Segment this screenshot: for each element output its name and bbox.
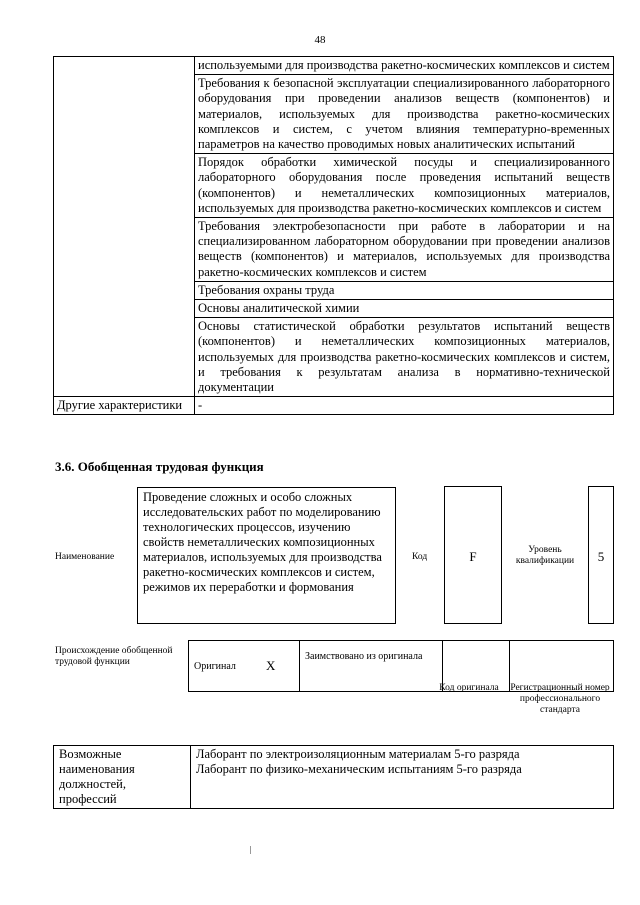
- requirement-cell: используемыми для производства ракетно-космических комплексов и систем: [195, 57, 614, 75]
- code-value: F: [469, 549, 477, 564]
- requirement-cell: Основы аналитической химии: [195, 300, 614, 318]
- table-row: [54, 57, 614, 75]
- table-row: [54, 746, 614, 809]
- section-title: 3.6. Обобщенная трудовая функция: [55, 459, 264, 474]
- other-characteristics-label: Другие характеристики: [54, 397, 195, 415]
- knowledge-table: [53, 56, 614, 415]
- requirement-cell: Основы статистической обработки результатов испытаний веществ (компонентов) и неметаллических композиционных материалов, используемых для производства ракетно-космических комплексов и систем, и требования к результатам анализа в нормативно-технической документации: [195, 318, 614, 397]
- code-caption: Код оригинала: [439, 683, 499, 693]
- other-characteristics-value: -: [195, 397, 614, 415]
- original-mark: X: [261, 641, 300, 692]
- code-label: Код: [412, 552, 428, 562]
- level-value-box: [588, 486, 614, 624]
- scan-mark: [250, 846, 252, 854]
- positions-label: Возможные наименования должностей, профессий: [54, 746, 191, 809]
- borrowed-label: Заимствовано из оригинала: [300, 641, 443, 692]
- requirement-cell: Требования электробезопасности при работе в лаборатории и на специализированном лабораторном оборудовании при проведении анализов веществ (компонентов) и материалов, используемых для производства ракетно-космических комплексов и систем: [195, 218, 614, 282]
- original-label: Оригинал: [189, 641, 262, 692]
- origin-label: Происхождение обобщенной трудовой функции: [55, 646, 173, 667]
- requirement-cell: Требования охраны труда: [195, 281, 614, 299]
- level-value: 5: [597, 549, 605, 564]
- positions-table: [53, 745, 614, 809]
- page-number: 48: [314, 34, 326, 46]
- requirement-cell: Требования к безопасной эксплуатации специализированного лабораторного оборудования при проведении анализов веществ (компонентов) и материалов, используемых для производства ракетно-космических комплексов и систем, с учетом влияния температурно-временных параметров на качество проводимых новых аналитических испытаний: [195, 75, 614, 154]
- name-label: Наименование: [55, 552, 115, 562]
- positions-values: [191, 746, 614, 809]
- code-value-box: [444, 486, 502, 624]
- position-item: Лаборант по физико-механическим испытаниям 5-го разряда: [196, 762, 522, 776]
- table-row: [54, 397, 614, 415]
- level-label: Уровень квалификации: [515, 545, 575, 566]
- requirement-cell: Порядок обработки химической посуды и специализированного лабораторного оборудования после проведения испытаний веществ (компонентов) и неметаллических композиционных материалов, используемых для производства ракетно-космических комплексов и систем: [195, 154, 614, 218]
- name-value-box: Проведение сложных и особо сложных исследовательских работ по моделированию технологических процессов, изучению свойств неметаллических композиционных материалов, используемых для производства ракетно-космических комплексов и систем, режимов их переработки и формования: [137, 487, 396, 624]
- empty-label-cell: [54, 57, 195, 397]
- registration-caption: Регистрационный номер профессионального стандарта: [510, 683, 610, 715]
- position-item: Лаборант по электроизоляционным материалам 5-го разряда: [196, 747, 520, 761]
